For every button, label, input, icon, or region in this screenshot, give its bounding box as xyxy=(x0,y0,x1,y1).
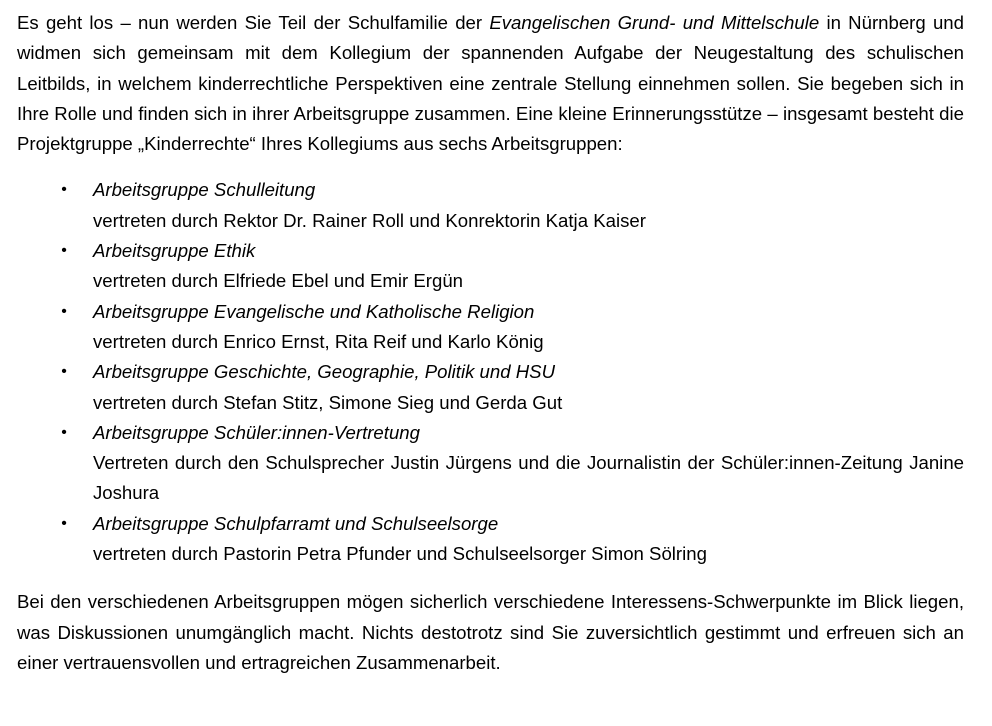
group-members: vertreten durch Rektor Dr. Rainer Roll und Konrektorin Katja Kaiser xyxy=(93,209,646,231)
intro-paragraph xyxy=(17,8,964,159)
group-members: vertreten durch Stefan Stitz, Simone Sieg und Gerda Gut xyxy=(93,391,563,413)
bullet-icon: • xyxy=(61,242,67,260)
group-title: Arbeitsgruppe Schulleitung xyxy=(93,179,316,201)
intro-text-end: in Nürnberg und widmen sich gemeinsam mit dem Kollegium der spannenden Aufgabe der Neugestaltung des schulischen Leitbilds, in welchem kinderrechtliche Perspektiven eine zentrale Stellung einnehmen sollen. Sie begeben sich in Ihre Rolle und finden sich in ihrer Arbeitsgruppe zusammen. Eine kleine Erinnerungsstütze – insgesamt besteht die Projektgruppe „Kinderrechte“ Ihres Kollegiums aus sechs Arbeitsgruppen: xyxy=(17,12,964,155)
intro-text-start: Es geht los – nun werden Sie Teil der Schulfamilie der xyxy=(17,12,490,33)
group-title: Arbeitsgruppe Geschichte, Geographie, Politik und HSU xyxy=(93,361,555,383)
group-title: Arbeitsgruppe Schüler:innen-Vertretung xyxy=(93,421,420,443)
group-members: Vertreten durch den Schulsprecher Justin Jürgens und die Journalistin der Schüler:innen-Zeitung Janine Joshura xyxy=(93,452,964,504)
bullet-icon: • xyxy=(61,302,67,320)
group-members: vertreten durch Elfriede Ebel und Emir Ergün xyxy=(93,270,463,292)
list-item xyxy=(17,236,964,297)
group-members: vertreten durch Pastorin Petra Pfunder und Schulseelsorger Simon Sölring xyxy=(93,543,707,565)
bullet-icon: • xyxy=(61,181,67,199)
list-item xyxy=(17,297,964,358)
bullet-icon: • xyxy=(61,514,67,532)
group-title: Arbeitsgruppe Schulpfarramt und Schulseelsorge xyxy=(93,512,499,534)
closing-paragraph: Bei den verschiedenen Arbeitsgruppen mögen sicherlich verschiedene Interessens-Schwerpunkte im Blick liegen, was Diskussionen unumgänglich macht. Nichts destotrotz sind Sie zuversichtlich gestimmt und erfreuen sich an einer vertrauensvollen und ertragreichen Zusammenarbeit. xyxy=(17,591,964,673)
working-groups-list xyxy=(17,175,964,569)
school-name: Evangelischen Grund- und Mittelschule xyxy=(489,12,820,33)
group-title: Arbeitsgruppe Evangelische und Katholische Religion xyxy=(93,300,535,322)
group-members: vertreten durch Enrico Ernst, Rita Reif und Karlo König xyxy=(93,330,544,352)
list-item xyxy=(17,175,964,236)
list-item xyxy=(17,509,964,570)
list-item xyxy=(17,357,964,418)
list-item xyxy=(17,418,964,509)
bullet-icon: • xyxy=(61,363,67,381)
bullet-icon: • xyxy=(61,423,67,441)
group-title: Arbeitsgruppe Ethik xyxy=(93,240,256,262)
